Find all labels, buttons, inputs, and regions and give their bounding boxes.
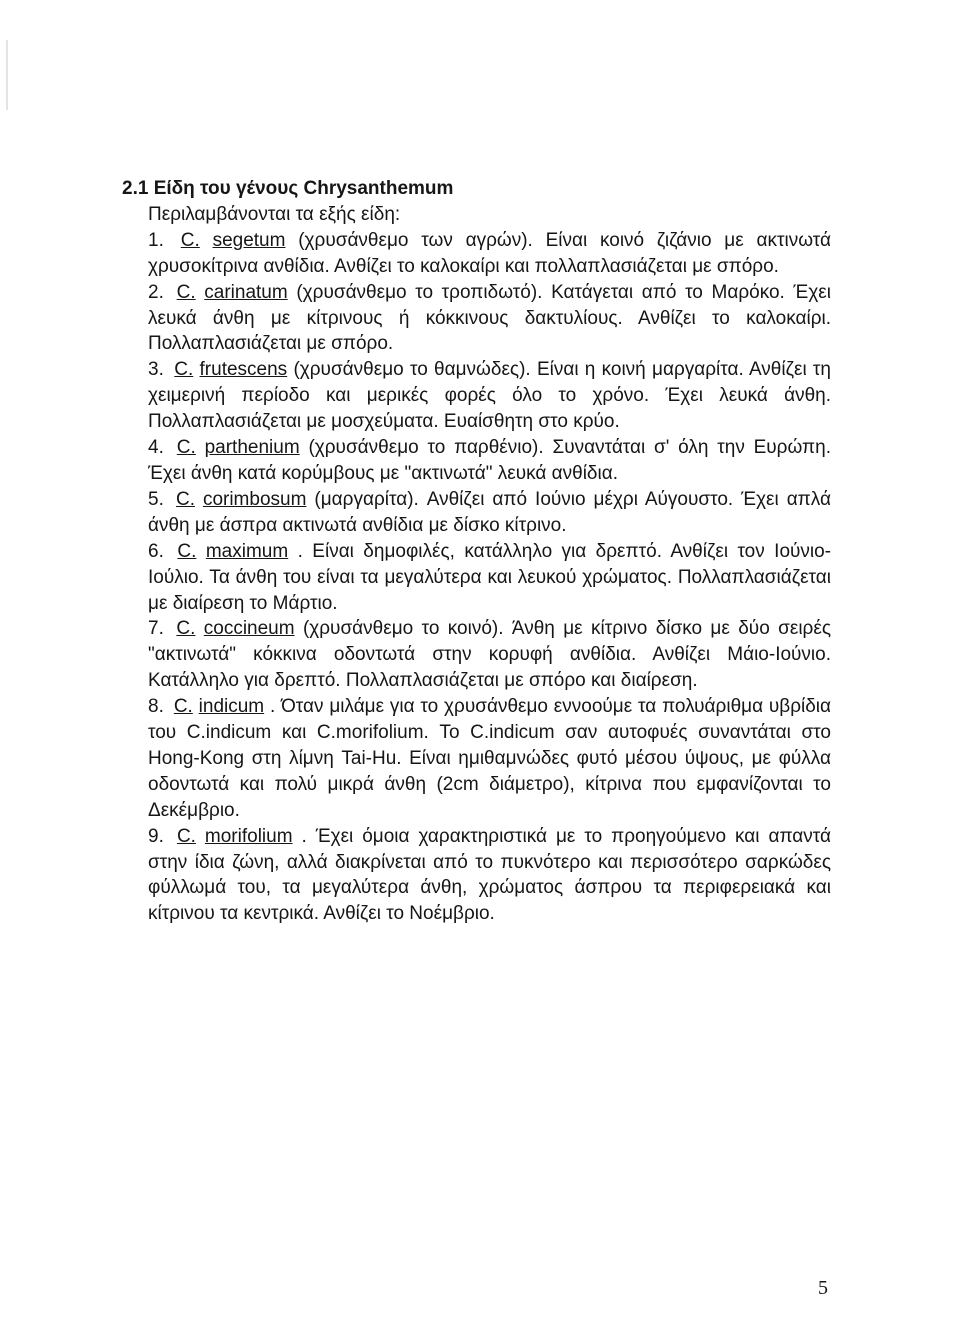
species-description: . Έχει όμοια χαρακτηριστικά με το προηγούμενο και απαντά στην ίδια ζώνη, αλλά διακρίνεται από το πυκνότερο και περισσότερο σαρκώδες φύλλωμά του, τα μεγαλύτερα άνθη, χρώματος άσπρου τα περιφερειακά και κίτρινου τα κεντρικά. Ανθίζει το Νοέμβριο. — [148, 825, 831, 925]
page-number: 5 — [818, 1277, 828, 1299]
species-name: parthenium — [204, 437, 300, 459]
section-intro: Περιλαμβάνονται τα εξής είδη: — [148, 203, 401, 225]
genus-abbrev: C. — [176, 825, 196, 847]
section-title: Είδη του γένους Chrysanthemum — [153, 178, 454, 199]
species-item — [148, 616, 831, 694]
species-name: segetum — [212, 229, 286, 251]
species-name: corimbosum — [202, 488, 307, 510]
species-item — [148, 539, 831, 617]
item-number: 9. — [148, 825, 164, 847]
species-description: (μαργαρίτα). Ανθίζει από Ιούνιο μέχρι Αύγουστο. Έχει απλά άνθη με άσπρα ακτινωτά ανθίδια με δίσκο κίτρινο. — [148, 488, 831, 536]
species-item — [148, 228, 831, 280]
species-name: morifolium — [204, 825, 293, 847]
item-number: 8. — [148, 696, 164, 718]
species-list — [122, 228, 831, 927]
species-description: (χρυσάνθεμο των αγρών). Είναι κοινό ζιζάνιο με ακτινωτά χρυσοκίτρινα ανθίδια. Ανθίζει το καλοκαίρι και πολλαπλασιάζεται με σπόρο. — [148, 229, 831, 277]
species-item — [148, 435, 831, 487]
section-heading — [122, 176, 831, 202]
species-item — [148, 694, 831, 824]
species-description: (χρυσάνθεμο το παρθένιο). Συναντάται σ' όλη την Ευρώπη. Έχει άνθη κατά κορύμβους με "ακτινωτά" λευκά ανθίδια. — [148, 437, 832, 484]
item-number: 6. — [148, 540, 164, 562]
item-number: 1. — [148, 229, 164, 251]
species-name: coccineum — [203, 618, 295, 640]
item-number: 5. — [148, 488, 164, 510]
species-name: carinatum — [204, 281, 288, 303]
species-item — [148, 824, 831, 928]
genus-abbrev: C. — [174, 359, 194, 381]
species-name: indicum — [198, 696, 265, 718]
species-description: (χρυσάνθεμο το τροπιδωτό). Κατάγεται από το Μαρόκο. Έχει λευκά άνθη με κίτρινους ή κόκκινους δακτυλίους. Ανθίζει το καλοκαίρι. Πολλαπλασιάζεται με σπόρο. — [148, 281, 832, 355]
species-description: (χρυσάνθεμο το κοινό). Άνθη με κίτρινο δίσκο με δύο σειρές "ακτινωτά" κόκκινα οδοντωτά στην κορυφή ανθίδια. Ανθίζει Μάιο-Ιούνιο. Κατάλληλο για δρεπτό. Πολλαπλασιάζεται με σπόρο και διαίρεση. — [148, 618, 831, 692]
genus-abbrev: C. — [176, 437, 196, 459]
genus-abbrev: C. — [176, 281, 196, 303]
item-number: 3. — [148, 359, 164, 381]
scan-edge-mark — [6, 40, 8, 110]
document-body — [122, 176, 831, 927]
genus-abbrev: C. — [173, 696, 193, 718]
species-item — [148, 357, 831, 435]
species-description: . Είναι δημοφιλές, κατάλληλο για δρεπτό. Ανθίζει τον Ιούνιο-Ιούλιο. Τα άνθη του είναι τα μεγαλύτερα και λευκού χρώματος. Πολλαπλασιάζεται με διαίρεση το Μάρτιο. — [148, 540, 832, 614]
species-item — [148, 487, 831, 539]
section-number: 2.1 — [122, 178, 149, 199]
genus-abbrev: C. — [177, 540, 197, 562]
species-name: frutescens — [199, 359, 288, 381]
item-number: 4. — [148, 437, 164, 459]
species-name: maximum — [205, 540, 289, 562]
genus-abbrev: C. — [180, 229, 200, 251]
species-item — [148, 280, 831, 358]
genus-abbrev: C. — [175, 488, 195, 510]
species-description: . Όταν μιλάμε για το χρυσάνθεμο εννοούμε τα πολυάριθμα υβρίδια του C.indicum και C.morifolium. Το C.indicum σαν αυτοφυές συναντάται στο Hong-Kong στη λίμνη Tai-Hu. Είναι ημιθαμνώδες φυτό μέσου ύψους, με φύλλα οδοντωτά και πολύ μικρά άνθη (2cm διάμετρο), κίτρινα που εμφανίζονται το Δεκέμβριο. — [148, 696, 832, 821]
item-number: 2. — [148, 281, 164, 303]
species-description: (χρυσάνθεμο το θαμνώδες). Είναι η κοινή μαργαρίτα. Ανθίζει τη χειμερινή περίοδο και μερικές φορές όλο το χρόνο. Έχει λευκά άνθη. Πολλαπλασιάζεται με μοσχεύματα. Ευαίσθητη στο κρύο. — [148, 359, 831, 433]
genus-abbrev: C. — [176, 618, 196, 640]
item-number: 7. — [148, 618, 164, 640]
